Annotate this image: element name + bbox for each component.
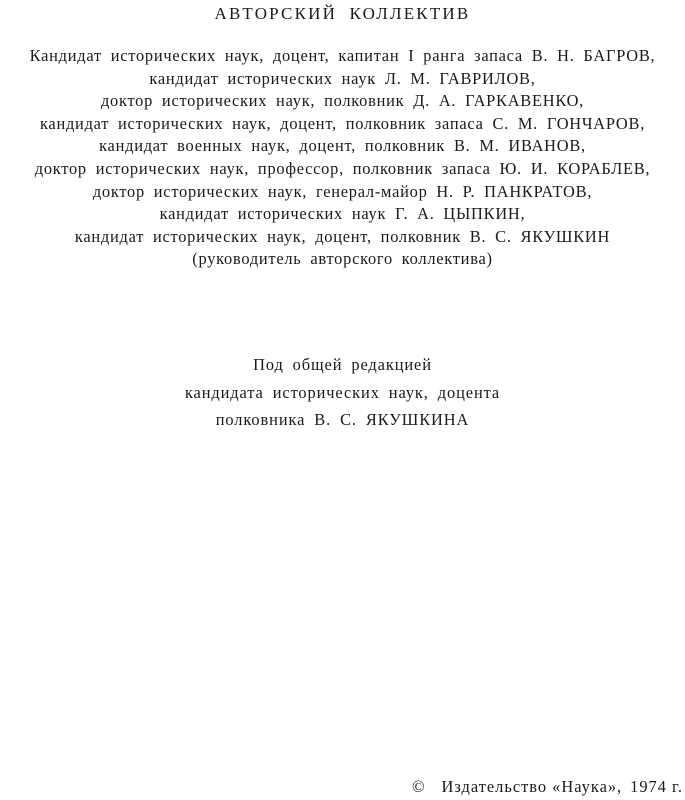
author-line: доктор исторических наук, генерал-майор Н. Р. ПАНКРАТОВ, — [92, 181, 593, 201]
editor-credentials: кандидата исторических наук, доцента — [184, 382, 501, 402]
author-line: кандидат исторических наук Г. А. ЦЫПКИН, — [159, 204, 526, 224]
publication-year: 1974 г. — [630, 777, 683, 796]
author-line: кандидат военных наук, доцент, полковник В. М. ИВАНОВ, — [99, 136, 586, 156]
author-line: кандидат исторических наук, доцент, полковник запаса С. М. ГОНЧАРОВ, — [39, 113, 646, 133]
author-list — [0, 45, 685, 271]
page-title: АВТОРСКИЙ КОЛЛЕКТИВ — [214, 4, 471, 23]
copyright-line — [412, 777, 683, 797]
publisher-name: Издательство «Наука», — [441, 777, 623, 796]
editorial-block — [0, 351, 685, 434]
author-line: доктор исторических наук, профессор, полковник запаса Ю. И. КОРАБЛЕВ, — [34, 158, 651, 178]
copyright-symbol: © — [412, 777, 426, 796]
editor-name: полковника В. С. ЯКУШКИНА — [215, 410, 470, 429]
author-line: кандидат исторических наук, доцент, полковник В. С. ЯКУШКИН — [74, 226, 611, 246]
editorial-caption: Под общей редакцией — [253, 355, 432, 374]
author-line: доктор исторических наук, полковник Д. А. ГАРКАВЕНКО, — [100, 91, 585, 111]
author-line: кандидат исторических наук Л. М. ГАВРИЛОВ, — [149, 68, 536, 88]
author-line: Кандидат исторических наук, доцент, капитан I ранга запаса В. Н. БАГРОВ, — [29, 46, 656, 65]
author-note: (руководитель авторского коллектива) — [192, 249, 493, 269]
